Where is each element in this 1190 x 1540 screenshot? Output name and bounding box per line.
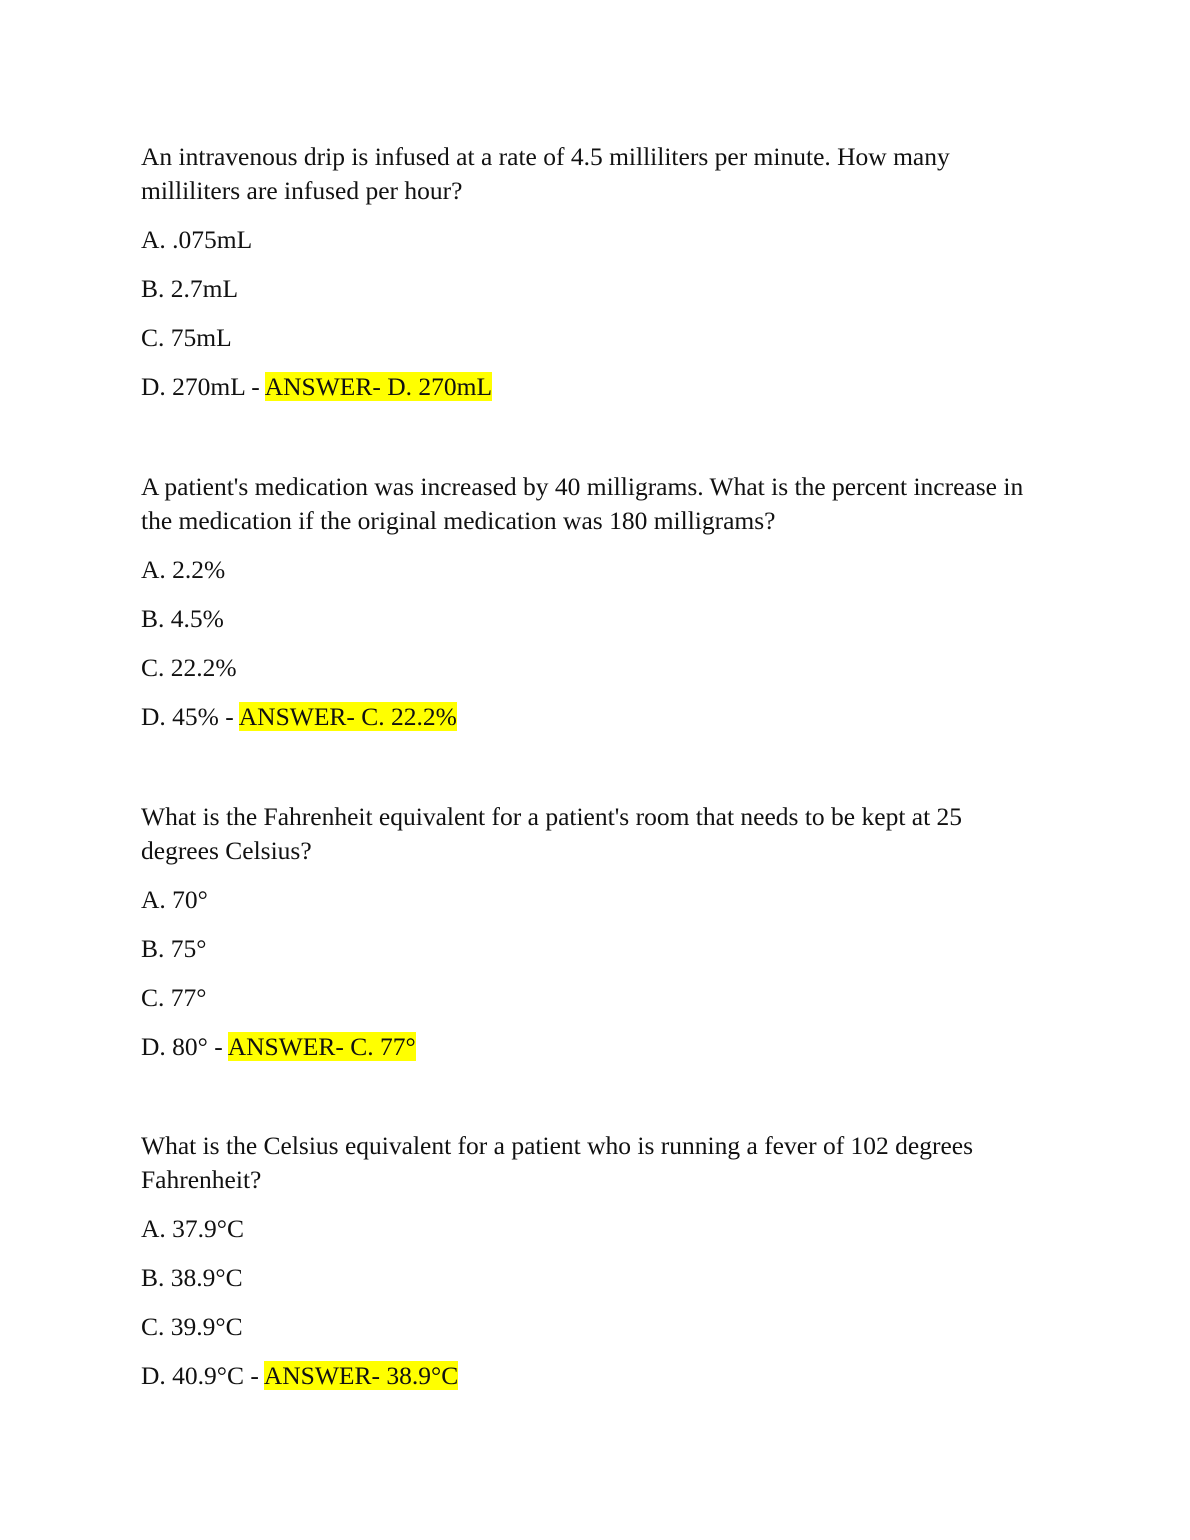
question-text: An intravenous drip is infused at a rate of 4.5 milliliters per minute. How many milliliters are infused per hour? bbox=[141, 142, 950, 205]
option-d: D. 80° - bbox=[141, 1032, 228, 1061]
option-d-with-answer bbox=[141, 700, 1041, 734]
answer-highlight: ANSWER- 38.9°C bbox=[263, 1361, 459, 1390]
answer-options bbox=[141, 883, 1041, 1064]
question-2 bbox=[141, 470, 1041, 734]
option-d-with-answer bbox=[141, 370, 1041, 404]
option-a: A. 70° bbox=[141, 885, 208, 914]
option-d: D. 40.9°C - bbox=[141, 1361, 264, 1390]
question-text: A patient's medication was increased by 40 milligrams. What is the percent increase in the medication if the original medication was 180 milligrams? bbox=[141, 472, 1024, 535]
option-b: B. 38.9°C bbox=[141, 1263, 243, 1292]
option-c: C. 39.9°C bbox=[141, 1312, 243, 1341]
question-text: What is the Fahrenheit equivalent for a patient's room that needs to be kept at 25 degrees Celsius? bbox=[141, 802, 963, 865]
option-b: B. 4.5% bbox=[141, 604, 224, 633]
question-4 bbox=[141, 1129, 1041, 1393]
option-d: D. 270mL - bbox=[141, 372, 265, 401]
question-3 bbox=[141, 800, 1041, 1064]
option-a: A. .075mL bbox=[141, 225, 253, 254]
option-c: C. 75mL bbox=[141, 323, 232, 352]
option-c: C. 22.2% bbox=[141, 653, 237, 682]
option-d: D. 45% - bbox=[141, 702, 239, 731]
option-b: B. 75° bbox=[141, 934, 207, 963]
question-1 bbox=[141, 140, 1041, 404]
option-c: C. 77° bbox=[141, 983, 207, 1012]
answer-options bbox=[141, 223, 1041, 404]
answer-highlight: ANSWER- C. 77° bbox=[227, 1032, 416, 1061]
option-b: B. 2.7mL bbox=[141, 274, 239, 303]
option-d-with-answer bbox=[141, 1359, 1041, 1393]
answer-options bbox=[141, 553, 1041, 734]
answer-options bbox=[141, 1212, 1041, 1393]
option-a: A. 37.9°C bbox=[141, 1214, 244, 1243]
answer-highlight: ANSWER- D. 270mL bbox=[264, 372, 493, 401]
option-d-with-answer bbox=[141, 1030, 1041, 1064]
answer-highlight: ANSWER- C. 22.2% bbox=[238, 702, 457, 731]
option-a: A. 2.2% bbox=[141, 555, 226, 584]
question-text: What is the Celsius equivalent for a patient who is running a fever of 102 degrees Fahrenheit? bbox=[141, 1131, 974, 1194]
